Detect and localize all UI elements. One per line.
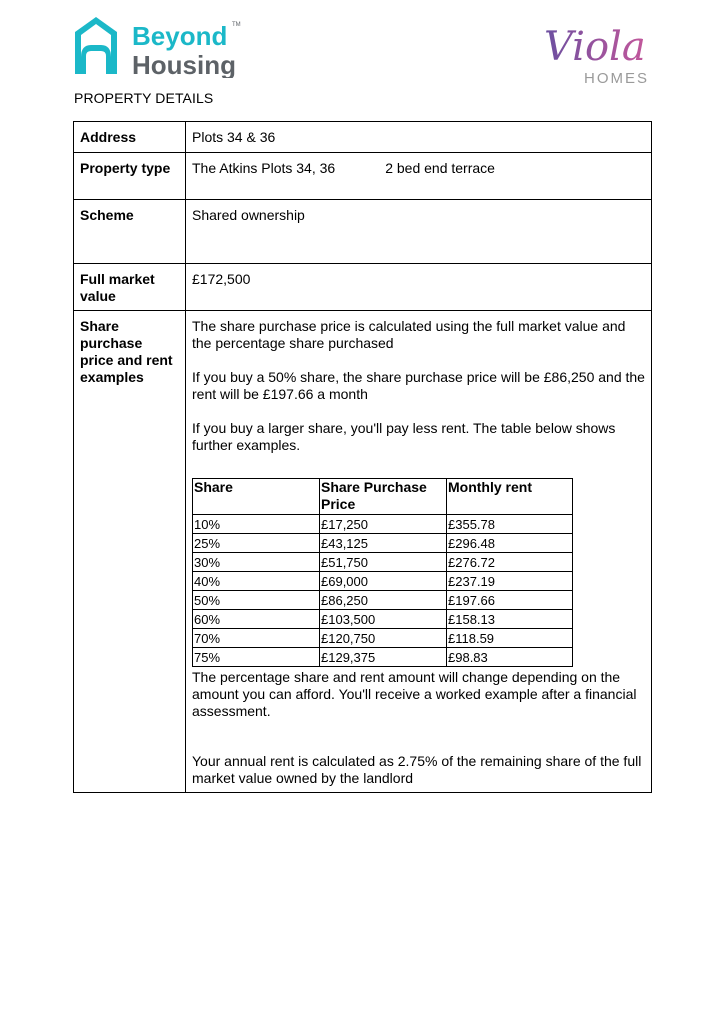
share-variation-text: The percentage share and rent amount will change depending on the amount you can afford. You'll receive a worked example after a financial assessment. <box>192 669 637 719</box>
price-cell: £120,750 <box>320 629 447 648</box>
share-examples-label: Share purchase price and rent examples <box>74 311 186 793</box>
full-market-value-row <box>74 264 652 311</box>
address-value: Plots 34 & 36 <box>186 122 652 153</box>
full-market-value-value: £172,500 <box>186 264 652 311</box>
house-icon <box>75 17 117 74</box>
price-cell: £17,250 <box>320 515 447 534</box>
price-cell: £69,000 <box>320 572 447 591</box>
table-row <box>193 515 573 534</box>
property-details-table <box>73 121 652 793</box>
beyond-housing-logo <box>72 14 247 78</box>
price-cell: £103,500 <box>320 610 447 629</box>
share-cell: 30% <box>193 553 320 572</box>
scheme-label: Scheme <box>74 200 186 264</box>
table-row <box>193 610 573 629</box>
share-cell: 40% <box>193 572 320 591</box>
share-cell: 50% <box>193 591 320 610</box>
share-examples-cell <box>186 311 652 793</box>
property-type-description: 2 bed end terrace <box>385 160 495 176</box>
table-row <box>193 534 573 553</box>
scheme-value: Shared ownership <box>186 200 652 264</box>
share-examples-row <box>74 311 652 793</box>
share-cell: 25% <box>193 534 320 553</box>
rent-cell: £197.66 <box>447 591 573 610</box>
share-cell: 75% <box>193 648 320 667</box>
property-type-cell <box>186 153 652 200</box>
logo-word-housing: Housing <box>132 50 236 78</box>
property-type-label: Property type <box>74 153 186 200</box>
price-cell: £43,125 <box>320 534 447 553</box>
rent-cell: £355.78 <box>447 515 573 534</box>
table-row <box>193 572 573 591</box>
rent-cell: £237.19 <box>447 572 573 591</box>
logo-word-homes: HOMES <box>584 70 650 87</box>
address-label: Address <box>74 122 186 153</box>
share-explanation-text: The share purchase price is calculated using the full market value and the percentage share purchased <box>192 318 626 351</box>
property-type-row <box>74 153 652 200</box>
larger-share-text: If you buy a larger share, you'll pay less rent. The table below shows further examples. <box>192 420 616 453</box>
price-cell: £86,250 <box>320 591 447 610</box>
property-type-value: The Atkins Plots 34, 36 <box>192 160 336 176</box>
price-column-header: Share Purchase Price <box>320 479 447 515</box>
address-row <box>74 122 652 153</box>
rent-cell: £98.83 <box>447 648 573 667</box>
price-cell: £51,750 <box>320 553 447 572</box>
share-cell: 10% <box>193 515 320 534</box>
logo-trademark: TM <box>232 22 241 28</box>
share-cell: 60% <box>193 610 320 629</box>
rent-cell: £296.48 <box>447 534 573 553</box>
rent-cell: £276.72 <box>447 553 573 572</box>
logo-word-viola: Viola <box>544 24 646 70</box>
share-column-header: Share <box>193 479 320 515</box>
share-cell: 70% <box>193 629 320 648</box>
share-example-text: If you buy a 50% share, the share purchase price will be £86,250 and the rent will be £197.66 a month <box>192 369 645 402</box>
section-heading: PROPERTY DETAILS <box>74 90 214 106</box>
scheme-row <box>74 200 652 264</box>
share-examples-table <box>192 478 573 667</box>
table-row <box>193 648 573 667</box>
table-row <box>193 629 573 648</box>
logo-word-beyond: Beyond <box>132 21 228 51</box>
rent-cell: £158.13 <box>447 610 573 629</box>
rent-column-header: Monthly rent <box>447 479 573 515</box>
share-table-header-row <box>193 479 573 515</box>
table-row <box>193 553 573 572</box>
annual-rent-text: Your annual rent is calculated as 2.75% of the remaining share of the full market value owned by the landlord <box>192 753 642 786</box>
full-market-value-label: Full market value <box>74 264 186 311</box>
viola-homes-logo <box>540 14 650 88</box>
table-row <box>193 591 573 610</box>
price-cell: £129,375 <box>320 648 447 667</box>
rent-cell: £118.59 <box>447 629 573 648</box>
